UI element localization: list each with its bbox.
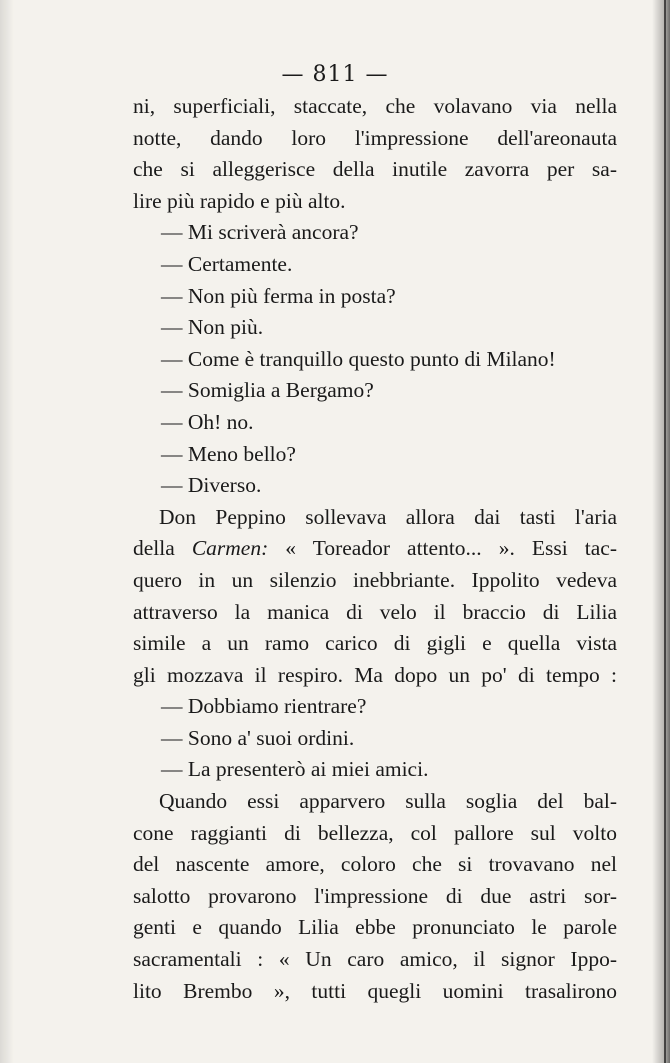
dialogue-line: — Non più.	[161, 315, 264, 340]
dialogue-line: — Certamente.	[161, 251, 293, 276]
page-number: — 811 —	[281, 62, 389, 87]
paragraph-start-line: Quando essi apparvero sulla soglia del bal-	[159, 789, 617, 814]
paragraph-start-line: Don Peppino sollevava allora dai tasti l'aria	[159, 504, 617, 529]
page-edge-shadow	[664, 0, 666, 1063]
text-line: notte, dando loro l'impressione dell'areonauta	[133, 125, 617, 150]
text-line: gli mozzava il respiro. Ma dopo un po' di tempo :	[133, 662, 617, 687]
dialogue-line: — Diverso.	[161, 473, 262, 498]
text-line: genti e quando Lilia ebbe pronunciato le parole	[133, 915, 617, 940]
text-line: che si alleggerisce della inutile zavorra per sa-	[133, 157, 617, 182]
text-line: del nascente amore, coloro che si trovavano nel	[133, 852, 617, 877]
dialogue-line: — La presenterò ai miei amici.	[161, 757, 429, 782]
text-line: cone raggianti di bellezza, col pallore sul volto	[133, 820, 617, 845]
text-line: simile a un ramo carico di gigli e quella vista	[133, 631, 617, 656]
dialogue-line: — Mi scriverà ancora?	[161, 220, 359, 245]
text-line-mixed	[133, 533, 617, 565]
dialogue-line: — Non più ferma in posta?	[161, 283, 396, 308]
text-line: salotto provarono l'impressione di due astri sor-	[133, 883, 617, 908]
text-segment: della	[133, 536, 192, 561]
italic-title: Carmen:	[191, 536, 269, 561]
text-segment: « Toreador attento... ». Essi tac-	[268, 536, 617, 561]
body-text	[133, 91, 617, 1007]
text-line: sacramentali : « Un caro amico, il signor Ippo-	[133, 947, 617, 972]
dialogue-line: — Oh! no.	[161, 409, 254, 434]
text-line: lire più rapido e più alto.	[133, 188, 346, 213]
dialogue-line: — Sono a' suoi ordini.	[161, 725, 355, 750]
dialogue-line: — Dobbiamo rientrare?	[161, 694, 367, 719]
text-line: ni, superficiali, staccate, che volavano via nella	[133, 94, 617, 118]
dialogue-line: — Somiglia a Bergamo?	[161, 378, 374, 403]
text-line: lito Brembo », tutti quegli uomini trasalirono	[133, 978, 617, 1003]
text-line: quero in un silenzio inebbriante. Ippolito vedeva	[133, 567, 617, 592]
dialogue-line: — Come è tranquillo questo punto di Milano!	[161, 346, 556, 371]
dialogue-line: — Meno bello?	[161, 441, 296, 466]
text-line: attraverso la manica di velo il braccio di Lilia	[133, 599, 617, 624]
